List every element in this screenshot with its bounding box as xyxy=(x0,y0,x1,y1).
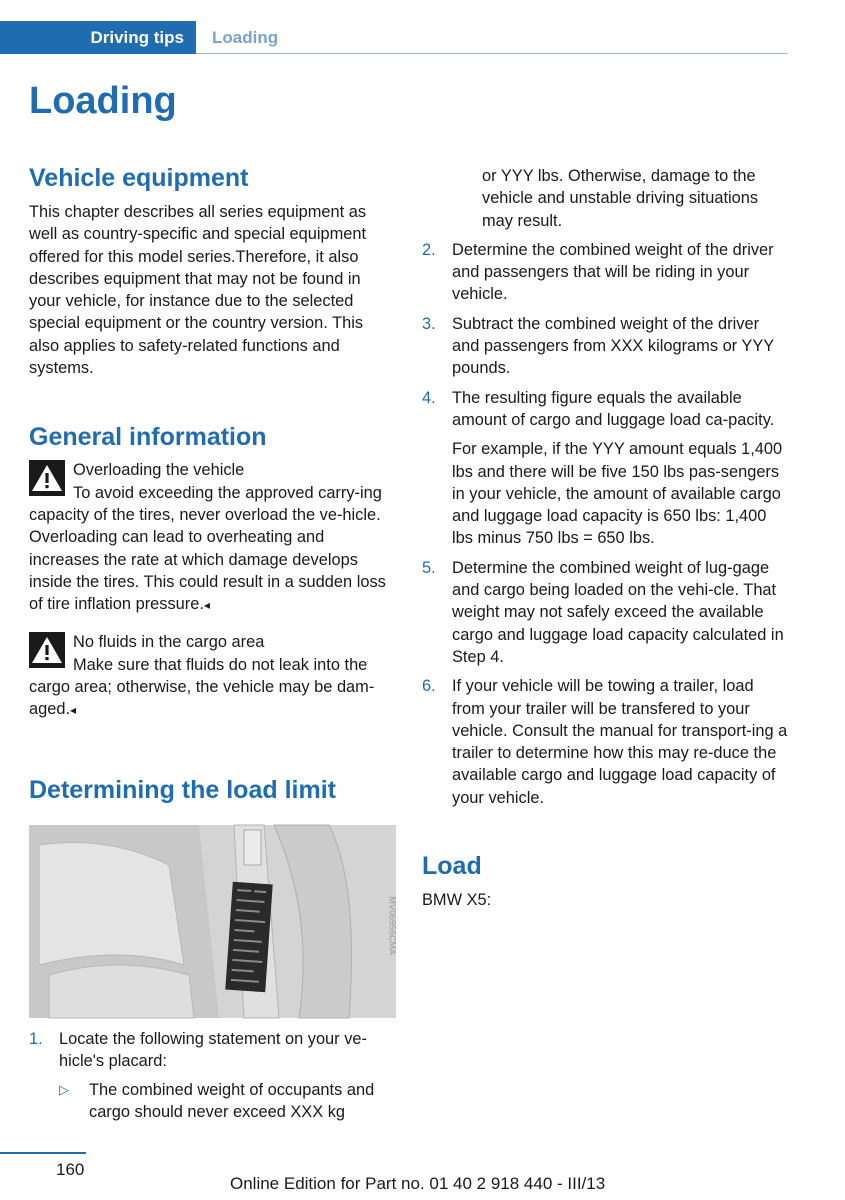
figure-code: MV06956CMA xyxy=(388,896,398,955)
list-text: The resulting figure equals the available amount of cargo and luggage load ca-pacity. xyxy=(452,388,775,429)
steps-list xyxy=(422,239,788,431)
list-number: 6. xyxy=(422,677,436,696)
chapter-tab: Driving tips xyxy=(0,21,196,54)
left-column xyxy=(29,163,393,805)
list-number: 3. xyxy=(422,314,436,333)
sub-list-continuation: or YYY lbs. Otherwise, damage to the vehicle and unstable driving situations may result. xyxy=(482,167,759,230)
header-divider xyxy=(196,53,788,54)
vehicle-equipment-body: This chapter describes all series equipment as well as country-specific and special equipment offered for this model series.Therefore, it also describes equipment that may not be found in your vehicle, for instance due to the selected special equipment or the country version. This also applies to safety-related functions and systems. xyxy=(29,203,367,378)
footer-divider xyxy=(0,1152,86,1154)
list-text: Determine the combined weight of the driver and passengers that will be riding in your vehicle. xyxy=(452,240,774,304)
steps-list xyxy=(422,557,788,809)
warning-overloading xyxy=(29,459,393,616)
page-title: Loading xyxy=(29,80,177,122)
triangle-bullet-icon: ▷ xyxy=(59,1081,69,1097)
list-text: Determine the combined weight of lug-gage and cargo being loaded on the vehi-cle. That weight may not safely exceed the available cargo and luggage load capacity calculated in Step 4. xyxy=(452,558,784,666)
list-number: 2. xyxy=(422,240,436,259)
car-door-pillar-image xyxy=(29,825,396,1018)
example-paragraph: For example, if the YYY amount equals 1,400 lbs and there will be five 150 lbs pas-sengers in your vehicle, the amount of available cargo and luggage load capacity is 650 lbs: 1,400 lbs minus 750 lbs = 650 lbs. xyxy=(452,440,783,548)
warning-triangle-icon xyxy=(29,632,65,668)
placard-illustration xyxy=(29,825,396,1018)
list-item xyxy=(29,1028,393,1073)
warning-title: No fluids in the cargo area xyxy=(73,633,265,652)
step-1-block xyxy=(29,1028,393,1123)
load-limit-heading: Determining the load limit xyxy=(29,775,336,804)
load-heading: Load xyxy=(422,852,482,881)
general-information-heading: General information xyxy=(29,423,267,452)
list-number: 1. xyxy=(29,1030,43,1048)
list-text: If your vehicle will be towing a trailer, load from your trailer will be transfered to your vehicle. Consult the manual for transport-ing a trailer to determine how this may re-duce the available cargo and luggage load capacity of your vehicle. xyxy=(452,677,788,807)
list-item xyxy=(422,675,788,809)
list-item xyxy=(422,387,788,432)
end-mark: ◂ xyxy=(70,703,77,718)
list-number: 4. xyxy=(422,388,436,407)
list-item xyxy=(422,313,788,380)
list-item xyxy=(422,239,788,306)
sub-list-text: The combined weight of occupants and cargo should never exceed XXX kg xyxy=(89,1080,375,1121)
warning-body: To avoid exceeding the approved carry-ing capacity of the tires, never overload the ve-hicle. Overloading can lead to overheating and increases the rate at which damage develops inside the tires. This could result in a sudden loss of tire inflation pressure.◂ xyxy=(29,483,386,614)
list-item xyxy=(422,557,788,668)
vehicle-equipment-heading: Vehicle equipment xyxy=(29,164,249,192)
end-mark: ◂ xyxy=(203,598,210,613)
right-column xyxy=(422,165,788,911)
page-number: 160 xyxy=(56,1160,85,1179)
warning-title: Overloading the vehicle xyxy=(73,461,245,480)
sub-list-item xyxy=(59,1079,393,1124)
section-label: Loading xyxy=(212,28,279,47)
warning-triangle-icon xyxy=(29,460,65,496)
load-body: BMW X5: xyxy=(422,891,492,910)
edition-note: Online Edition for Part no. 01 40 2 918 440 - III/13 xyxy=(230,1174,606,1193)
warning-fluids xyxy=(29,631,393,721)
list-text: Locate the following statement on your ve-hicle's placard: xyxy=(59,1030,367,1071)
list-text: Subtract the combined weight of the driver and passengers from XXX kilograms or YYY pounds. xyxy=(452,314,774,378)
warning-body: Make sure that fluids do not leak into the cargo area; otherwise, the vehicle may be dam-aged.◂ xyxy=(29,655,375,719)
list-number: 5. xyxy=(422,558,436,577)
